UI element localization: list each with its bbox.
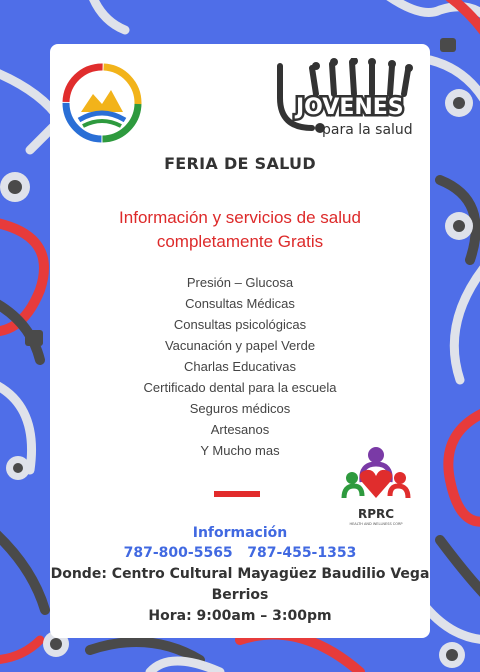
info-location: Donde: Centro Cultural Mayagüez Baudilio Vega Berrios — [50, 566, 430, 603]
list-item: Y Mucho mas — [200, 443, 280, 458]
list-item: Vacunación y papel Verde — [164, 338, 316, 353]
info-phones: 787-800-5565 787-455-1353 — [123, 545, 357, 561]
list-item: Charlas Educativas — [184, 359, 296, 374]
info-title: Información — [192, 525, 288, 541]
rprc-logo — [340, 442, 412, 526]
list-item: Seguros médicos — [189, 401, 291, 416]
rprc-tagline: HEALTH AND WELLNESS CORP — [349, 522, 403, 526]
jovenes-para-la-salud-logo — [272, 58, 420, 138]
svg-text:JOVENES: JOVENES — [296, 95, 404, 120]
list-item: Artesanos — [210, 422, 270, 437]
list-item: Certificado dental para la escuela — [143, 380, 337, 395]
list-item: Presión – Glucosa — [186, 275, 294, 290]
info-hours: Hora: 9:00am – 3:00pm — [148, 608, 332, 624]
flyer-card — [50, 44, 430, 638]
subtitle: Información y servicios de salud completamente Gratis — [119, 208, 361, 251]
list-item: Consultas Médicas — [185, 296, 295, 311]
svg-text:para la salud: para la salud — [322, 122, 413, 138]
page-title: FERIA DE SALUD — [164, 154, 316, 173]
services-list — [50, 272, 430, 461]
list-item: Consultas psicológicas — [173, 317, 307, 332]
municipal-emblem-icon — [61, 62, 143, 144]
rprc-text: RPRC — [357, 507, 395, 521]
divider — [214, 491, 260, 497]
info-block — [50, 524, 430, 627]
